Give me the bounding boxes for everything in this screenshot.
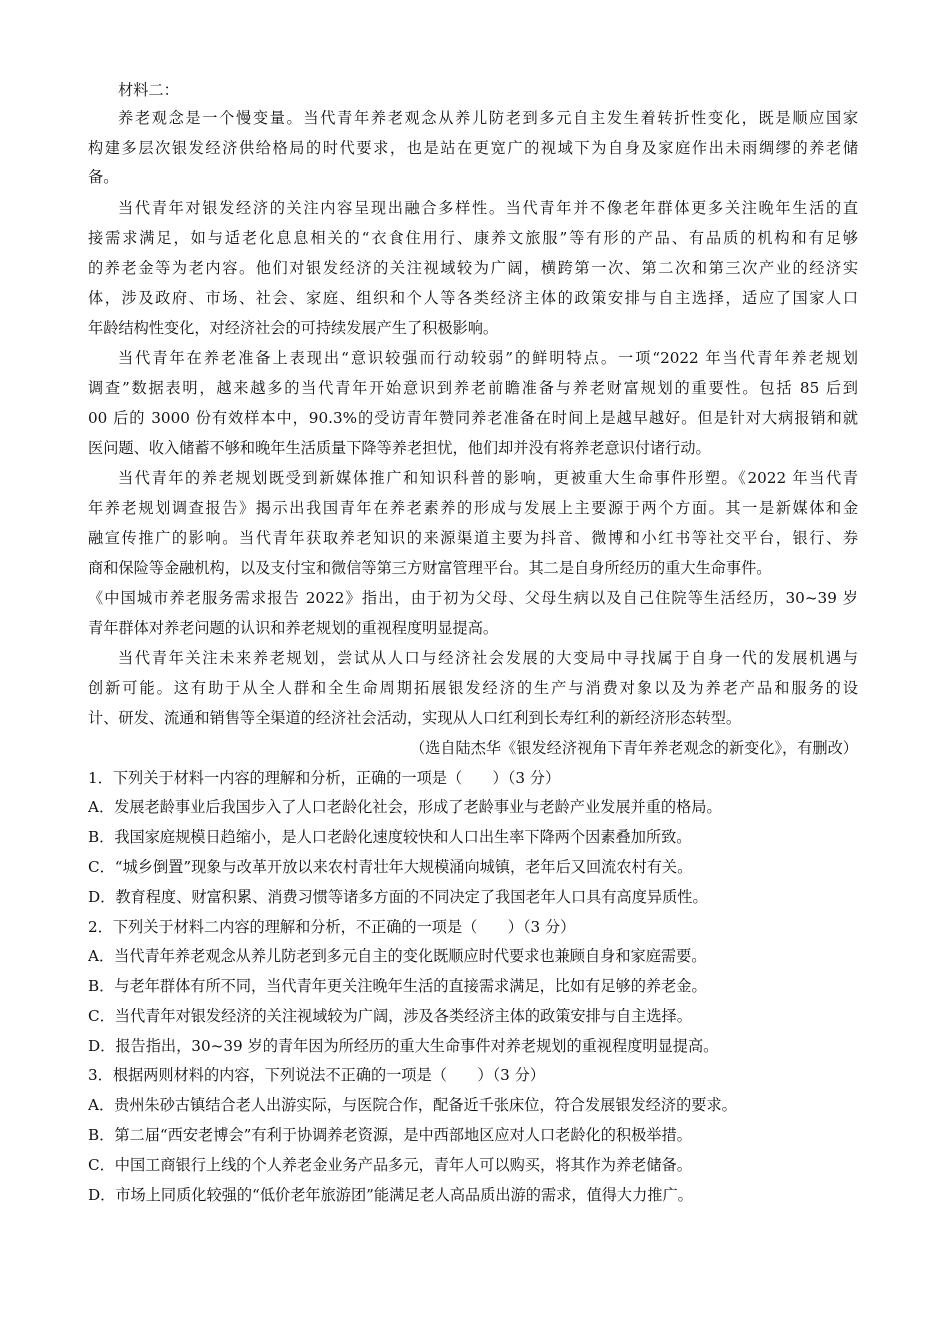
paragraph-line: 养老观念是一个慢变量。当代青年养老观念从养儿防老到多元自主发生着转折性变化，既是顺应国家 bbox=[118, 109, 858, 127]
paragraph-line: 当代青年关注未来养老规划，尝试从人口与经济社会发展的大变局中寻找属于自身一代的发展机遇与 bbox=[118, 649, 858, 667]
question-3-option-d: D．市场上同质化较强的“低价老年旅游团”能满足老人高品质出游的需求，值得大力推广。 bbox=[88, 1186, 693, 1204]
question-3-option-b: B．第二届“西安老博会”有利于协调养老资源，是中西部地区应对人口老龄化的积极举措。 bbox=[88, 1126, 692, 1144]
paragraph-line: 当代青年的养老规划既受到新媒体推广和知识科普的影响，更被重大生命事件形塑。《2022 年当代青 bbox=[118, 469, 858, 487]
paragraph-line: 融宣传推广的影响。当代青年获取养老知识的来源渠道主要为抖音、微博和小红书等社交平台，银行、券 bbox=[88, 529, 858, 547]
question-2-stem: 2．下列关于材料二内容的理解和分析，不正确的一项是（ ）（3 分） bbox=[88, 918, 576, 936]
question-2-option-d: D．报告指出，30~39 岁的青年因为所经历的重大生命事件对养老规划的重视程度明显提高。 bbox=[88, 1037, 719, 1055]
paragraph-line: 备。 bbox=[88, 168, 119, 186]
question-2-option-c: C．当代青年对银发经济的关注视域较为广阔，涉及各类经济主体的政策安排与自主选择。 bbox=[88, 1007, 692, 1025]
paragraph-line: 构建多层次银发经济供给格局的时代要求，也是站在更宽广的视域下为自身及家庭作出未雨绸缪的养老储 bbox=[88, 139, 858, 157]
question-2-option-a: A．当代青年养老观念从养儿防老到多元自主的变化既顺应时代要求也兼顾自身和家庭需要。 bbox=[88, 947, 707, 965]
question-1-option-c: C．“城乡倒置”现象与改革开放以来农村青壮年大规模涌向城镇，老年后又回流农村有关。 bbox=[88, 858, 693, 876]
question-2-option-b: B．与老年群体有所不同，当代青年更关注晚年生活的直接需求满足，比如有足够的养老金。 bbox=[88, 977, 707, 995]
question-1-option-a: A．发展老龄事业后我国步入了人口老龄化社会，形成了老龄事业与老龄产业发展并重的格局。 bbox=[88, 798, 722, 816]
paragraph-line: 年养老规划调查报告》揭示出我国青年在养老素养的形成与发展上主要源于两个方面。其一是新媒体和金 bbox=[88, 499, 858, 517]
question-3-option-a: A．贵州朱砂古镇结合老人出游实际，与医院合作，配备近千张床位，符合发展银发经济的要求。 bbox=[88, 1096, 737, 1114]
question-1-option-d: D．教育程度、财富积累、消费习惯等诸多方面的不同决定了我国老年人口具有高度异质性。 bbox=[88, 888, 708, 906]
question-3-stem: 3．根据两则材料的内容，下列说法不正确的一项是（ ）（3 分） bbox=[88, 1066, 545, 1084]
paragraph-line: 青年群体对养老问题的认识和养老规划的重视程度明显提高。 bbox=[88, 619, 499, 637]
paragraph-line: 体，涉及政府、市场、社会、家庭、组织和个人等各类经济主体的政策安排与自主选择，适应了国家人口 bbox=[88, 289, 858, 307]
paragraph-line: 00 后的 3000 份有效样本中，90.3%的受访青年赞同养老准备在时间上是越早越好。但是针对大病报销和就 bbox=[88, 409, 858, 427]
paragraph-line: 调查”数据表明，越来越多的当代青年开始意识到养老前瞻准备与养老财富规划的重要性。包括 85 后到 bbox=[88, 379, 858, 397]
paragraph-line: 计、研发、流通和销售等全渠道的经济社会活动，实现从人口红利到长寿红利的新经济形态转型。 bbox=[88, 709, 742, 727]
paragraph-line: 创新可能。这有助于从全人群和全生命周期拓展银发经济的生产与消费对象以及为养老产品和服务的设 bbox=[88, 679, 858, 697]
paragraph-line: 商和保险等金融机构，以及支付宝和微信等第三方财富管理平台。其二是自身所经历的重大生命事件。 bbox=[88, 559, 772, 577]
material-title: 材料二： bbox=[118, 81, 179, 99]
question-1-stem: 1．下列关于材料一内容的理解和分析，正确的一项是（ ）（3 分） bbox=[88, 769, 561, 787]
paragraph-line: 接需求满足，如与适老化息息相关的“衣食住用行、康养文旅服”等有形的产品、有品质的机构和有足够 bbox=[88, 229, 858, 247]
paragraph-line: 的养老金等为老内容。他们对银发经济的关注视域较为广阔，横跨第一次、第二次和第三次产业的经济实 bbox=[88, 259, 858, 277]
question-3-option-c: C．中国工商银行上线的个人养老金业务产品多元，青年人可以购买，将其作为养老储备。 bbox=[88, 1156, 692, 1174]
paragraph-line: 《中国城市养老服务需求报告 2022》指出，由于初为父母、父母生病以及自己住院等生活经历，30~39 岁 bbox=[88, 589, 858, 607]
paragraph-line: 年龄结构性变化，对经济社会的可持续发展产生了积极影响。 bbox=[88, 319, 499, 337]
source-note: （选自陆杰华《银发经济视角下青年养老观念的新变化》，有删改） bbox=[409, 739, 858, 757]
paragraph-line: 当代青年对银发经济的关注内容呈现出融合多样性。当代青年并不像老年群体更多关注晚年生活的直 bbox=[118, 199, 858, 217]
question-1-option-b: B．我国家庭规模日趋缩小，是人口老龄化速度较快和人口出生率下降两个因素叠加所致。 bbox=[88, 828, 692, 846]
paragraph-line: 当代青年在养老准备上表现出“意识较强而行动较弱”的鲜明特点。一项“2022 年当代青年养老规划 bbox=[118, 349, 858, 367]
paragraph-line: 医问题、收入储蓄不够和晚年生活质量下降等养老担忧，他们却并没有将养老意识付诸行动。 bbox=[88, 439, 711, 457]
